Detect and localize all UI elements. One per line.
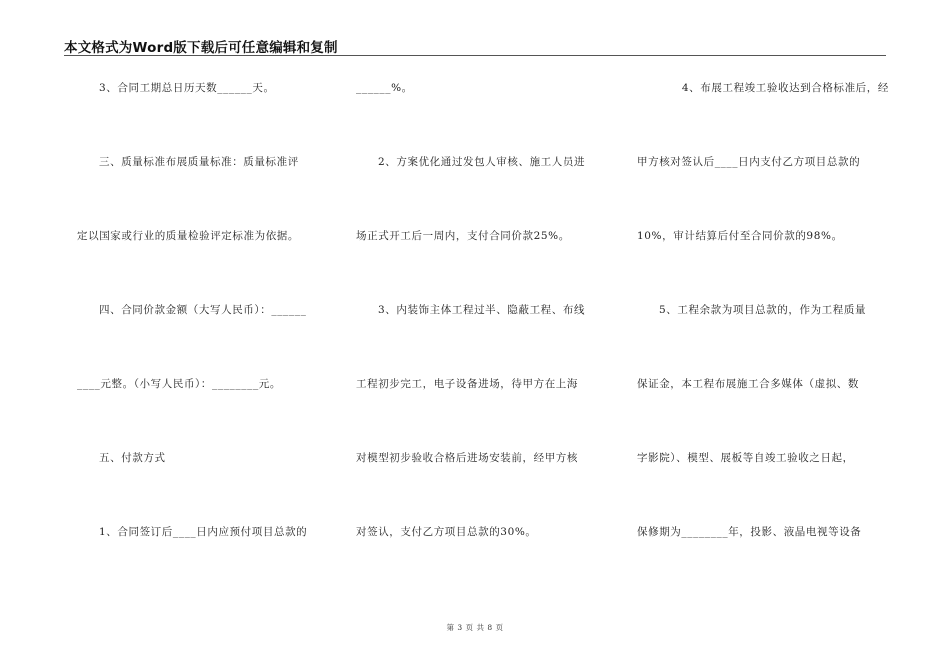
col2-line-4: 3、内装饰主体工程过半、隐蔽工程、布线 xyxy=(378,304,586,316)
col2-line-2: 2、方案优化通过发包人审核、施工人员进 xyxy=(378,156,586,168)
col3-line-7: 保修期为________年，投影、液晶电视等设备 xyxy=(637,526,862,538)
col2-line-6: 对模型初步验收合格后进场安装前，经甲方核 xyxy=(356,452,578,464)
col3-line-3: 10%，审计结算后付至合同价款的98%。 xyxy=(637,230,843,242)
col1-line-3: 定以国家或行业的质量检验评定标准为依据。 xyxy=(77,230,299,242)
col2-line-3: 场正式开工后一周内，支付合同价款25%。 xyxy=(356,230,570,242)
header-divider xyxy=(64,55,886,56)
page-header-title: 本文格式为Word版下载后可任意编辑和复制 xyxy=(64,40,338,56)
col1-line-6: 五、付款方式 xyxy=(99,452,166,464)
col1-line-5: ____元整。（小写人民币）：________元。 xyxy=(77,378,281,390)
page-number-footer: 第 3 页 共 8 页 xyxy=(446,623,504,632)
col3-line-1: 4、布展工程竣工验收达到合格标准后，经 xyxy=(681,82,889,94)
col1-line-4: 四、合同价款金额（大写人民币）：______ xyxy=(99,304,307,316)
col1-line-7: 1、合同签订后____日内应预付项目总款的 xyxy=(99,526,308,538)
col2-line-5: 工程初步完工，电子设备进场，待甲方在上海 xyxy=(356,378,578,390)
col3-line-2: 甲方核对签认后____日内支付乙方项目总款的 xyxy=(637,156,861,168)
col3-line-5: 保证金，本工程布展施工合多媒体（虚拟、数 xyxy=(637,378,859,390)
col2-line-1: ______%。 xyxy=(356,82,413,94)
col1-line-1: 3、合同工期总日历天数______天。 xyxy=(99,82,275,94)
col3-line-4: 5、工程余款为项目总款的，作为工程质量 xyxy=(659,304,867,316)
col3-line-6: 字影院）、模型、展板等自竣工验收之日起， xyxy=(637,452,854,464)
col1-line-2: 三、质量标准布展质量标准：质量标准评 xyxy=(99,156,299,168)
col2-line-7: 对签认，支付乙方项目总款的30%。 xyxy=(356,526,537,538)
